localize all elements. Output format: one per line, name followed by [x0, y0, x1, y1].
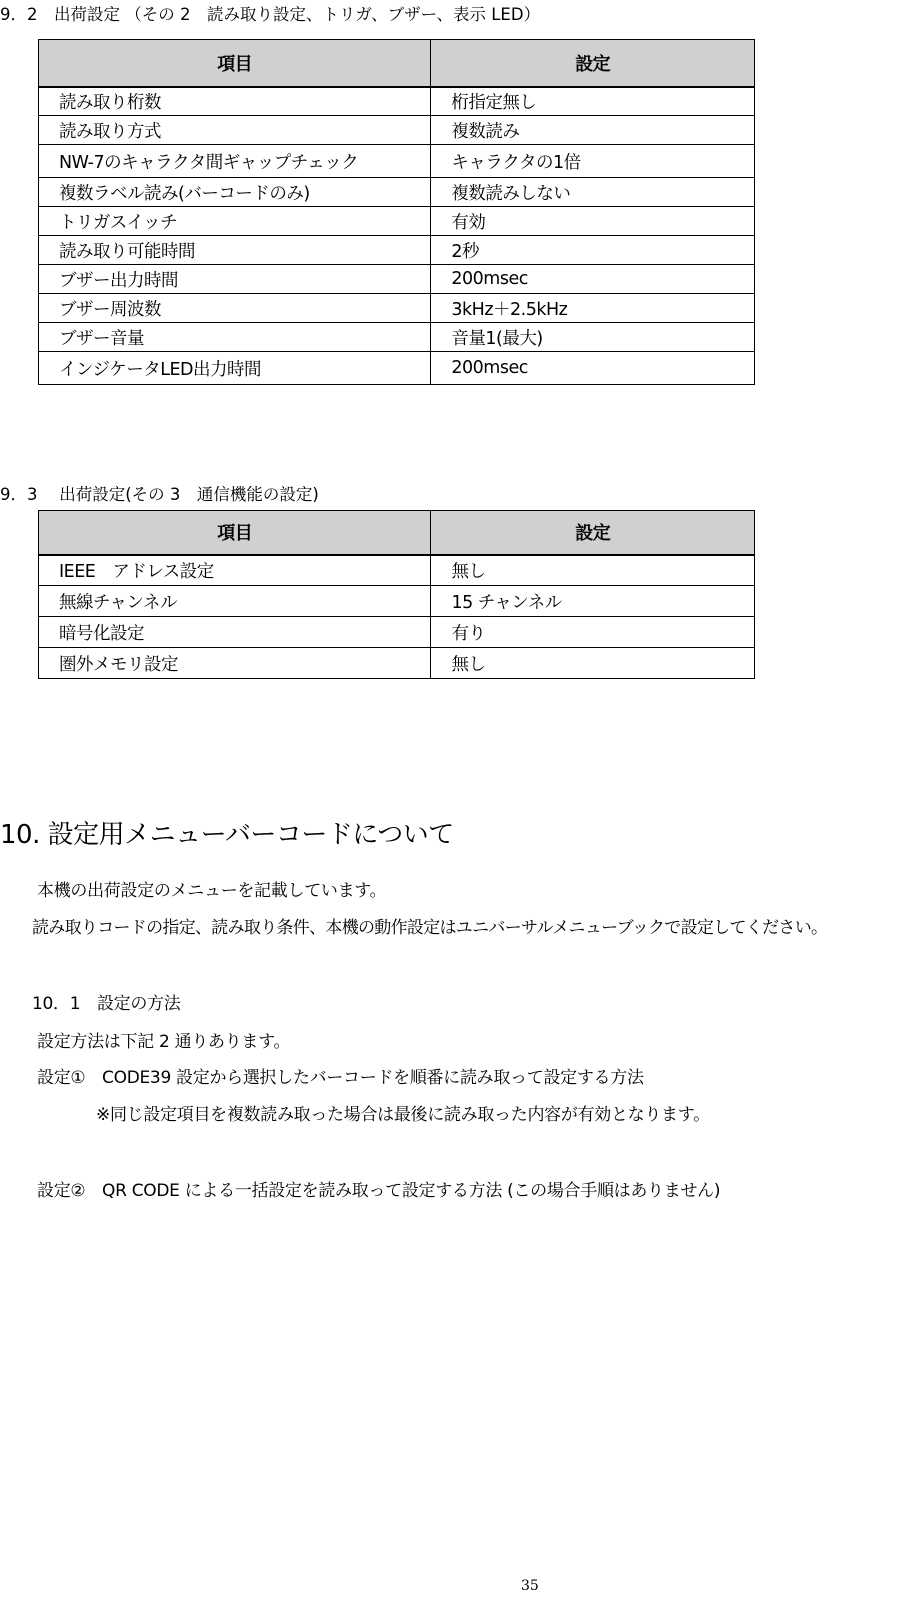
- table-row: [39, 352, 755, 385]
- item-cell: ブザー音量: [39, 323, 431, 352]
- table-row: [39, 648, 755, 679]
- method-1-text: 設定① CODE39 設定から選択したバーコードを順番に読み取って設定する方法: [37, 1068, 644, 1088]
- item-cell: トリガスイッチ: [39, 207, 431, 236]
- item-cell: 圏外メモリ設定: [39, 648, 431, 679]
- setting-cell: 15 チャンネル: [431, 586, 755, 617]
- table-row: [39, 236, 755, 265]
- item-cell: ブザー出力時間: [39, 265, 431, 294]
- table-row: [39, 555, 755, 586]
- setting-cell: 桁指定無し: [431, 87, 755, 116]
- setting-cell: 音量1(最大): [431, 323, 755, 352]
- table-header-row: [39, 511, 755, 555]
- table-row: [39, 265, 755, 294]
- item-cell: 暗号化設定: [39, 617, 431, 648]
- table-row: [39, 178, 755, 207]
- setting-cell: 有効: [431, 207, 755, 236]
- shipping-settings-table-3: [38, 510, 755, 679]
- setting-cell: 無し: [431, 555, 755, 586]
- item-cell: 無線チャンネル: [39, 586, 431, 617]
- setting-cell: 2秒: [431, 236, 755, 265]
- table-row: [39, 87, 755, 116]
- table-row: [39, 116, 755, 145]
- item-cell: 読み取り桁数: [39, 87, 431, 116]
- table-row: [39, 145, 755, 178]
- header-setting: 設定: [431, 511, 755, 555]
- setting-cell: 無し: [431, 648, 755, 679]
- setting-cell: 3kHz＋2.5kHz: [431, 294, 755, 323]
- setting-cell: 有り: [431, 617, 755, 648]
- table-row: [39, 586, 755, 617]
- section-9-2-heading: 9．2 出荷設定 （その 2 読み取り設定、トリガ、ブザー、表示 LED）: [0, 5, 541, 24]
- method-count-text: 設定方法は下記 2 通りあります。: [37, 1032, 291, 1052]
- method-1-note: ※同じ設定項目を複数読み取った場合は最後に読み取った内容が有効となります。: [96, 1105, 710, 1125]
- page-number: 35: [521, 1578, 539, 1594]
- item-cell: ブザー周波数: [39, 294, 431, 323]
- item-cell: 読み取り方式: [39, 116, 431, 145]
- table-row: [39, 207, 755, 236]
- item-cell: インジケータLED出力時間: [39, 352, 431, 385]
- setting-cell: 200msec: [431, 352, 755, 385]
- table-row: [39, 617, 755, 648]
- chapter-10-instructions: 読み取りコードの指定、読み取り条件、本機の動作設定はユニバーサルメニューブックで設定してください。: [32, 918, 828, 938]
- item-cell: NW-7のキャラクタ間ギャップチェック: [39, 145, 431, 178]
- chapter-10-title: 10. 設定用メニューバーコードについて: [0, 820, 454, 850]
- chapter-10-intro: 本機の出荷設定のメニューを記載しています。: [37, 881, 387, 901]
- setting-cell: キャラクタの1倍: [431, 145, 755, 178]
- shipping-settings-table-2: [38, 39, 755, 385]
- item-cell: IEEE アドレス設定: [39, 555, 431, 586]
- header-setting: 設定: [431, 40, 755, 87]
- table-header-row: [39, 40, 755, 87]
- section-10-1-heading: 10．1 設定の方法: [32, 994, 181, 1014]
- setting-cell: 複数読みしない: [431, 178, 755, 207]
- header-item: 項目: [39, 511, 431, 555]
- table-row: [39, 294, 755, 323]
- item-cell: 読み取り可能時間: [39, 236, 431, 265]
- setting-cell: 200msec: [431, 265, 755, 294]
- section-9-3-heading: 9．3 出荷設定(その 3 通信機能の設定): [0, 485, 319, 504]
- method-2-text: 設定② QR CODE による一括設定を読み取って設定する方法 (この場合手順はありません): [37, 1181, 721, 1201]
- setting-cell: 複数読み: [431, 116, 755, 145]
- header-item: 項目: [39, 40, 431, 87]
- item-cell: 複数ラベル読み(バーコードのみ): [39, 178, 431, 207]
- table-row: [39, 323, 755, 352]
